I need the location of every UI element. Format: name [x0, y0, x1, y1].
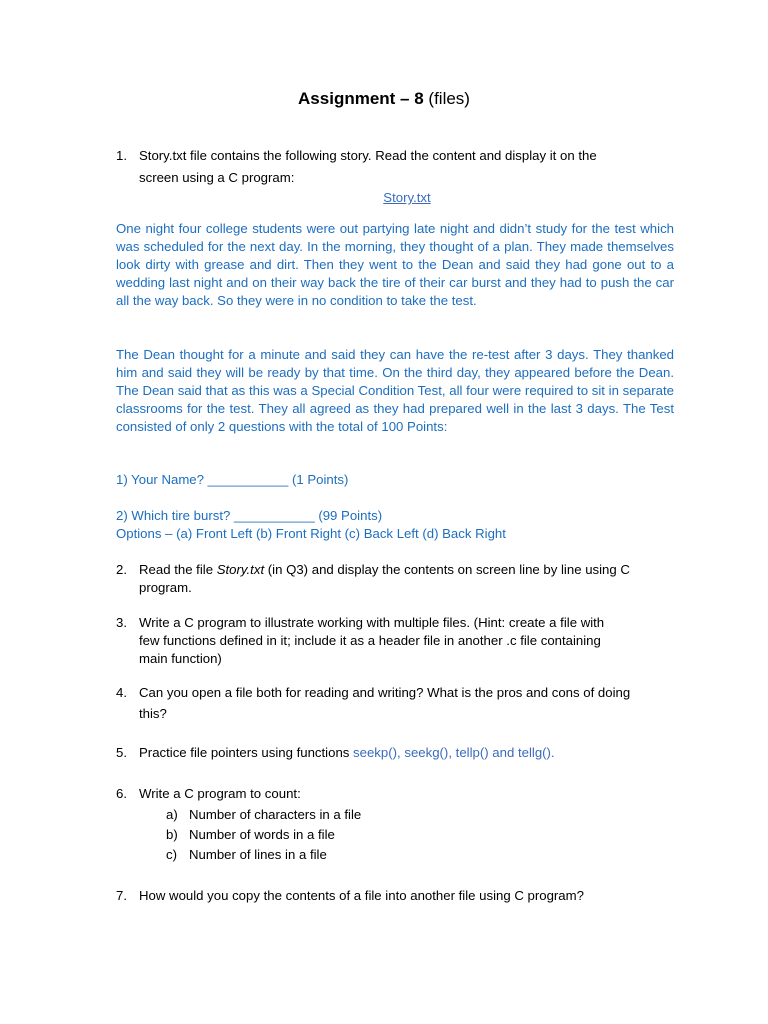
question-3	[116, 613, 676, 669]
question-text-segment: Practice file pointers using functions	[139, 745, 354, 760]
question-number: 4.	[116, 685, 127, 700]
story-test-question-2: 2) Which tire burst? ___________ (99 Points)	[116, 508, 383, 523]
question-number: 7.	[116, 888, 127, 903]
sub-item-label: a)	[166, 807, 178, 822]
sub-item-label: b)	[166, 827, 178, 842]
question-text	[139, 146, 676, 188]
question-number: 1.	[116, 148, 127, 163]
sub-item	[166, 845, 327, 865]
function-names: seekp(), seekg(), tellp() and tellg().	[353, 745, 555, 760]
file-name: Story.txt	[216, 562, 265, 577]
sub-item-label: c)	[166, 847, 177, 862]
question-5	[116, 743, 676, 763]
sub-item-text: Number of words in a file	[189, 827, 335, 842]
question-text	[139, 683, 676, 724]
question-number: 6.	[116, 786, 127, 801]
question-2	[116, 560, 676, 598]
story-paragraph-2: The Dean thought for a minute and said they can have the re-test after 3 days. They thanked him and said they will be ready by that time. On the third day, they appeared before the Dean. The Dean said that as this was a Special Condition Test, all four were required to sit in separate classrooms for the test. They all agreed as they had prepared well in the last 3 days. The Test consisted of only 2 questions with the total of 100 Points:	[116, 347, 674, 434]
question-text-segment: Read the file	[139, 562, 217, 577]
question-line: Can you open a file both for reading and writing? What is the pros and cons of doing	[139, 685, 631, 700]
question-line: program.	[139, 580, 192, 595]
page-title	[0, 88, 768, 110]
story-file-link[interactable]: Story.txt	[383, 190, 431, 205]
question-text: How would you copy the contents of a file into another file using C program?	[139, 888, 584, 903]
story-paragraph-1: One night four college students were out partying late night and didn’t study for the test which was scheduled for the next day. In the morning, they thought of a plan. They made themselves look dirty with grease and dirt. Then they went to the Dean and said they had gone out to a wedding last night and on their way back the tire of their car burst and they had to push the car all the way back. So they were in no condition to take the test.	[116, 221, 674, 308]
question-number: 3.	[116, 615, 127, 630]
question-text: Write a C program to count:	[139, 786, 301, 801]
question-line: main function)	[139, 651, 222, 666]
story-test-options: Options – (a) Front Left (b) Front Right (c) Back Left (d) Back Right	[116, 526, 506, 541]
sub-item	[166, 805, 361, 825]
question-line	[139, 560, 676, 580]
question-text	[139, 743, 676, 763]
question-text	[139, 613, 676, 669]
sub-item-text: Number of lines in a file	[189, 847, 327, 862]
story-test-question-1: 1) Your Name? ___________ (1 Points)	[116, 472, 349, 487]
question-number: 5.	[116, 745, 127, 760]
question-number: 2.	[116, 562, 127, 577]
question-line: Story.txt file contains the following story. Read the content and display it on the	[139, 148, 597, 163]
question-text	[139, 560, 676, 598]
question-7	[116, 886, 676, 906]
question-line: screen using a C program:	[139, 170, 295, 185]
question-1	[116, 146, 676, 188]
question-line	[139, 743, 676, 763]
question-line: few functions defined in it; include it as a header file in another .c file containing	[139, 633, 601, 648]
sub-item	[166, 825, 335, 845]
question-text-segment: (in Q3) and display the contents on screen line by line using C	[264, 562, 630, 577]
title-suffix: (files)	[423, 89, 470, 108]
title-main: Assignment – 8	[298, 89, 424, 108]
sub-item-text: Number of characters in a file	[189, 807, 362, 822]
question-4	[116, 683, 676, 724]
question-line: Write a C program to illustrate working with multiple files. (Hint: create a file with	[139, 615, 605, 630]
question-6	[116, 784, 676, 804]
question-line: this?	[139, 706, 167, 721]
